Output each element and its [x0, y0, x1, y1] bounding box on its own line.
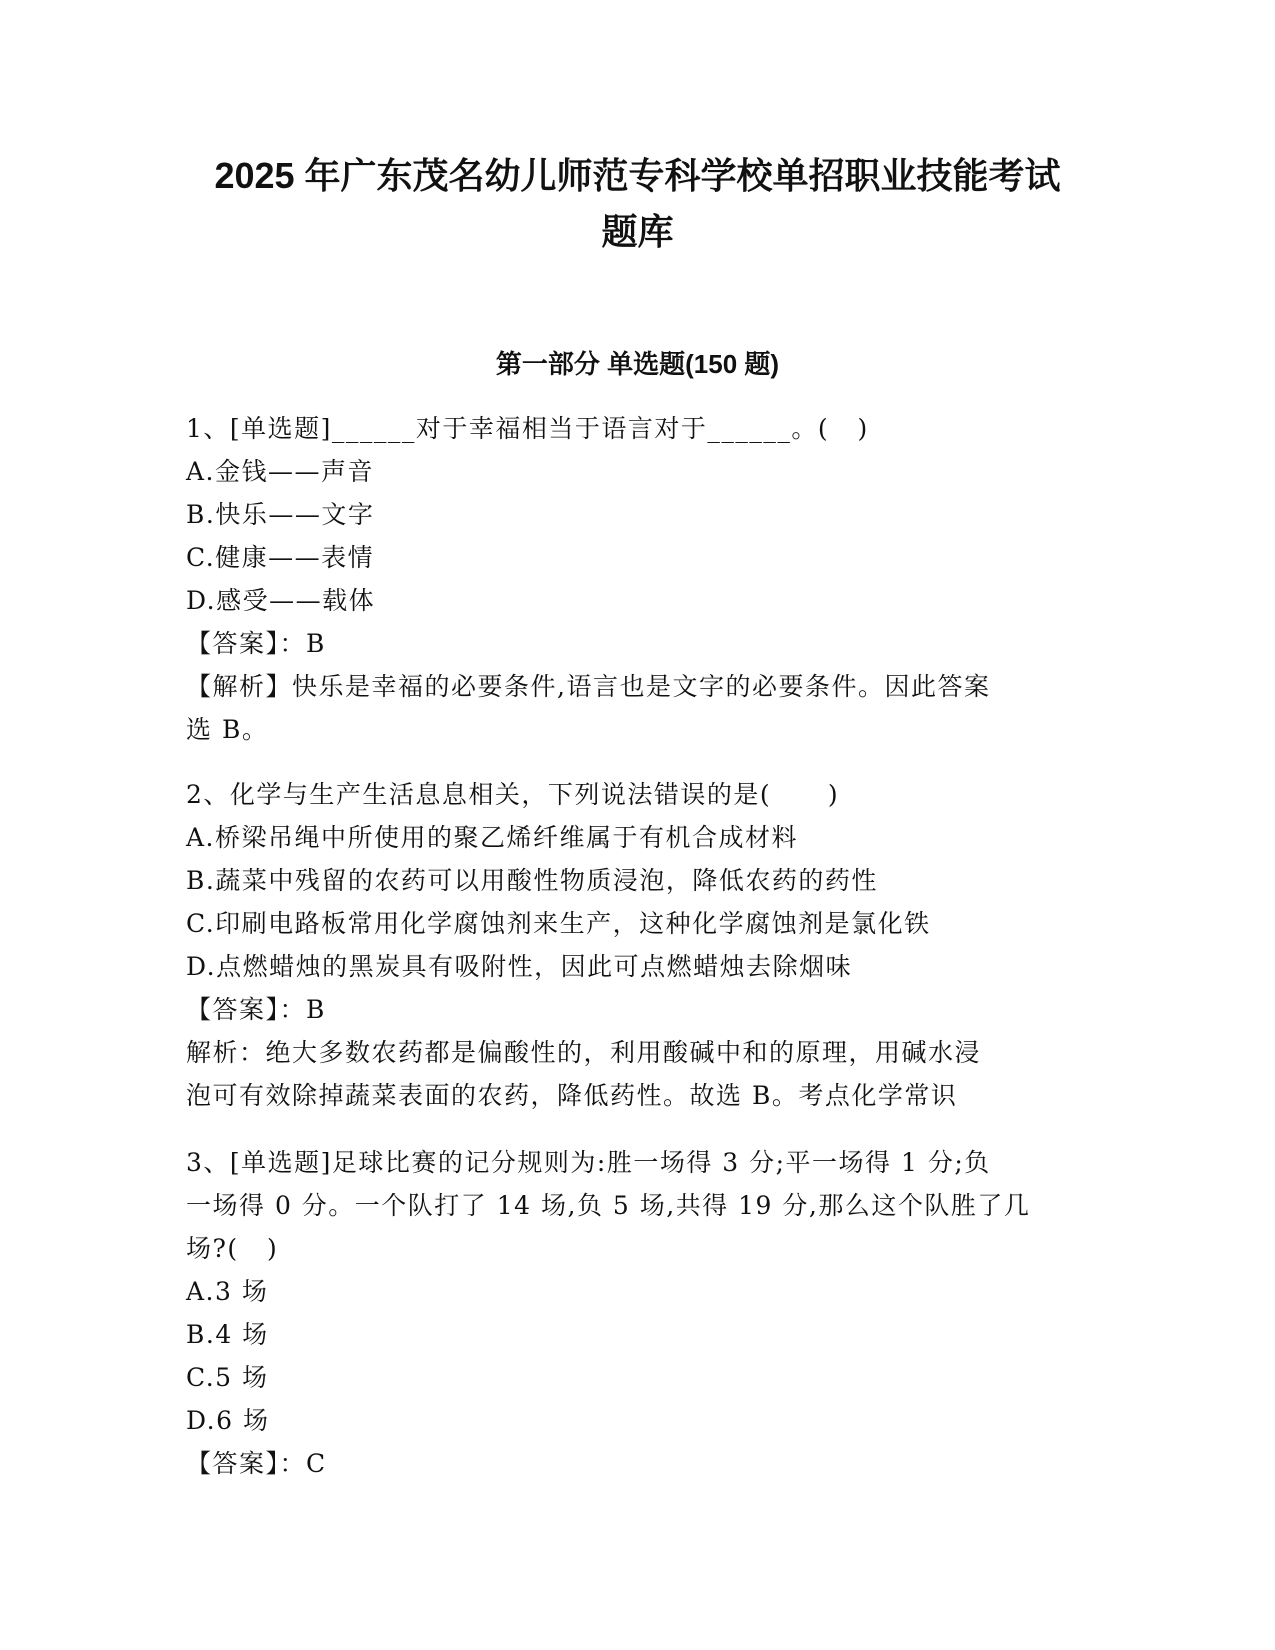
question-1-option-d: D.感受——载体: [186, 586, 376, 615]
question-1-answer: 【答案】：B: [186, 629, 326, 658]
question-2-option-b: B.蔬菜中残留的农药可以用酸性物质浸泡，降低农药的药性: [186, 866, 878, 895]
question-1-explanation-line-2: 选 B。: [186, 715, 269, 744]
question-1-option-a: A.金钱——声音: [186, 457, 375, 486]
question-2-option-d: D.点燃蜡烛的黑炭具有吸附性，因此可点燃蜡烛去除烟味: [186, 952, 853, 981]
question-2-option-c: C.印刷电路板常用化学腐蚀剂来生产，这种化学腐蚀剂是氯化铁: [186, 909, 931, 938]
question-3-option-d: D.6 场: [186, 1406, 270, 1435]
question-1-explanation-line-1: 【解析】快乐是幸福的必要条件,语言也是文字的必要条件。因此答案: [186, 672, 991, 701]
question-3-answer: 【答案】：C: [186, 1449, 327, 1478]
document-title-line-2: 题库: [601, 211, 674, 252]
document-title: [140, 148, 1135, 260]
question-2-answer: 【答案】：B: [186, 995, 326, 1024]
question-2-stem: 2、化学与生产生活息息相关，下列说法错误的是( ): [186, 780, 840, 809]
question-2-option-a: A.桥梁吊绳中所使用的聚乙烯纤维属于有机合成材料: [186, 823, 799, 852]
question-3-option-a: A.3 场: [186, 1277, 269, 1306]
question-3-option-c: C.5 场: [186, 1363, 269, 1392]
question-1-stem: 1、[单选题]______对于幸福相当于语言对于______。( ): [186, 414, 869, 443]
question-2-explanation-line-1: 解析：绝大多数农药都是偏酸性的，利用酸碱中和的原理，用碱水浸: [186, 1038, 982, 1067]
document-title-line-1: 2025 年广东茂名幼儿师范专科学校单招职业技能考试: [214, 155, 1061, 196]
question-1-option-b: B.快乐——文字: [186, 500, 375, 529]
question-3-stem-line-2: 一场得 0 分。一个队打了 14 场,负 5 场,共得 19 分,那么这个队胜了几: [186, 1191, 1031, 1220]
question-3-stem-line-1: 3、[单选题]足球比赛的记分规则为:胜一场得 3 分;平一场得 1 分;负: [186, 1148, 991, 1177]
question-1-option-c: C.健康——表情: [186, 543, 375, 572]
question-3-stem-line-3: 场?( ): [186, 1234, 279, 1263]
question-2: [186, 773, 1078, 1117]
question-1: [186, 407, 1078, 751]
section-heading: 第一部分 单选题(150 题): [495, 349, 780, 379]
question-3: [186, 1141, 1078, 1485]
question-2-explanation-line-2: 泡可有效除掉蔬菜表面的农药，降低药性。故选 B。考点化学常识: [186, 1081, 958, 1110]
question-3-option-b: B.4 场: [186, 1320, 269, 1349]
